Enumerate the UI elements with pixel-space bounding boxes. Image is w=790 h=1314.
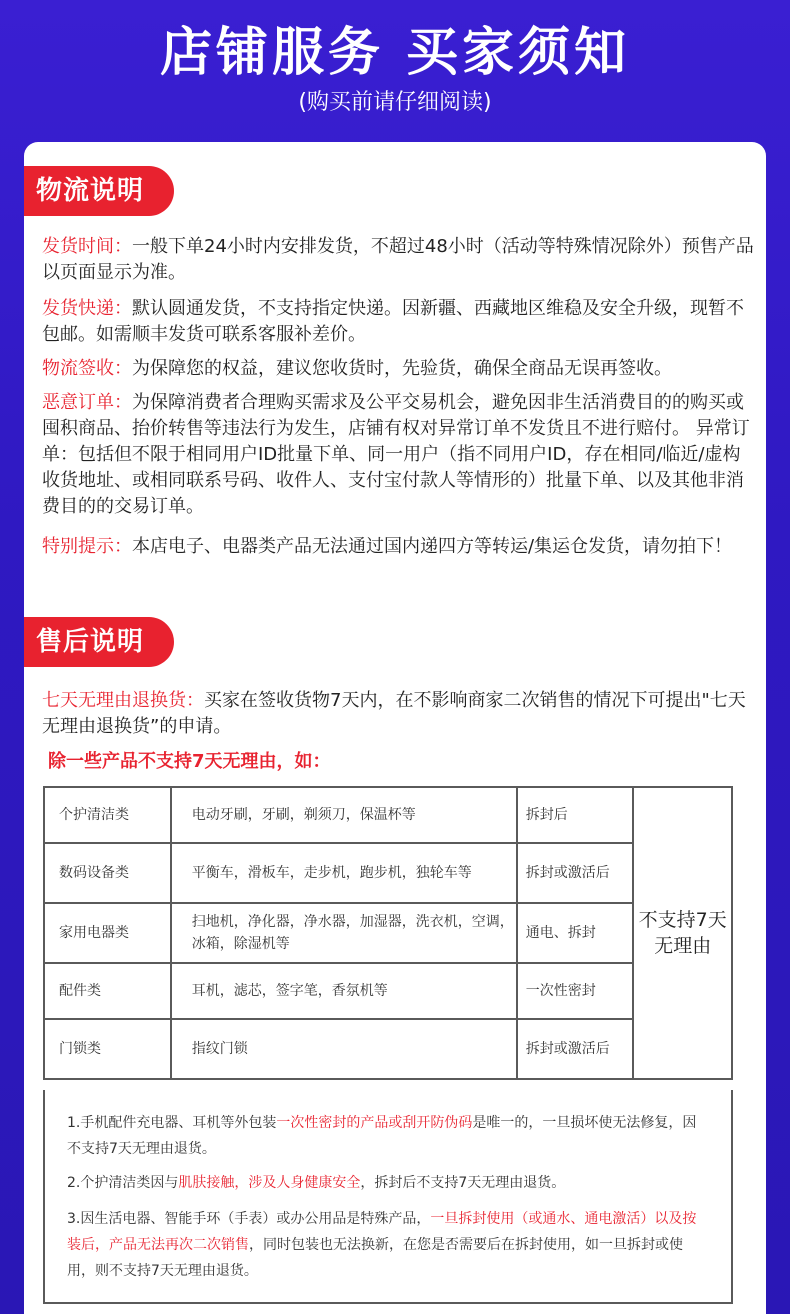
note-2 (67, 1170, 707, 1196)
notes-box (43, 1090, 733, 1304)
note-1-highlight: 一次性密封的产品或刮开防伪码 (276, 1115, 473, 1131)
exception-notice: 除一些产品不支持7天无理由，如： (48, 751, 331, 772)
condition-cell: 拆封或激活后 (517, 843, 634, 903)
condition-cell: 拆封或激活后 (517, 1019, 634, 1079)
seven-day-return-label: 七天无理由退换货： (42, 690, 204, 711)
exception-table-wrapper (43, 786, 733, 1080)
seven-day-return-text: 买家在签收货物7天内，在不影响商家二次销售的情况下可提出"七天无理由退换货”的申请。 (42, 690, 746, 737)
table-row (44, 787, 732, 843)
shipping-time-paragraph (42, 234, 754, 286)
note-2-text-b: ，拆封后不支持7天无理由退货。 (360, 1175, 566, 1191)
note-1 (67, 1110, 707, 1162)
exception-table (43, 786, 733, 1080)
condition-cell: 通电、拆封 (517, 903, 634, 963)
delivery-sign-text: 为保障您的权益，建议您收货时，先验货，确保全商品无误再签收。 (132, 358, 672, 379)
page-header (0, 0, 790, 142)
aftersale-section-tag: 售后说明 (24, 617, 174, 667)
seven-day-return-paragraph (42, 688, 754, 740)
shipping-time-label: 发货时间： (42, 236, 132, 257)
items-cell: 电动牙刷，牙刷，剃须刀，保温杯等 (171, 787, 517, 843)
category-cell: 家用电器类 (44, 903, 171, 963)
page-title: 店铺服务 买家须知 (159, 23, 631, 83)
courier-paragraph (42, 296, 754, 348)
condition-cell: 拆封后 (517, 787, 634, 843)
note-3-highlight: 一旦拆封使用（或通水、通电激活）以及按装后，产品无法再次二次销售 (67, 1211, 697, 1253)
malicious-order-text: 为保障消费者合理购买需求及公平交易机会，避免因非生活消费目的的购买或囤积商品、抬价转售等违法行为发生，店铺有权对异常订单不发货且不进行赔付。 异常订单：包括但不限于相同用户ID批量下单、同一用户（指不同用户ID，存在相同/临近/虚构收货地址、或相同联系号码、收件人、支付宝付款人等情形的）批量下单、以及其他非消费目的的交易订单。 (42, 392, 750, 517)
malicious-order-label: 恶意订单： (42, 392, 132, 413)
table-row (44, 843, 732, 903)
note-3-text-a: 3.因生活电器、智能手环（手表）或办公用品是特殊产品， (67, 1211, 431, 1227)
category-cell: 个护清洁类 (44, 787, 171, 843)
category-cell: 数码设备类 (44, 843, 171, 903)
special-note-paragraph (42, 534, 754, 560)
shipping-time-text: 一般下单24小时内安排发货，不超过48小时（活动等特殊情况除外）预售产品以页面显示为准。 (42, 236, 754, 283)
logistics-section-tag: 物流说明 (24, 166, 174, 216)
category-cell: 配件类 (44, 963, 171, 1019)
malicious-order-paragraph (42, 390, 754, 520)
table-row (44, 963, 732, 1019)
items-cell: 耳机，滤芯，签字笔，香氛机等 (171, 963, 517, 1019)
note-2-text-a: 2.个护清洁类因与 (67, 1175, 179, 1191)
delivery-sign-label: 物流签收： (42, 358, 132, 379)
items-cell: 指纹门锁 (171, 1019, 517, 1079)
table-row (44, 903, 732, 963)
special-note-label: 特别提示： (42, 536, 132, 557)
not-supported-cell: 不支持7天无理由 (633, 787, 732, 1079)
page-subtitle: (购买前请仔细阅读) (298, 90, 492, 115)
note-1-text-a: 1.手机配件充电器、耳机等外包装 (67, 1115, 277, 1131)
table-row (44, 1019, 732, 1079)
items-cell: 平衡车，滑板车，走步机，跑步机，独轮车等 (171, 843, 517, 903)
courier-text: 默认圆通发货，不支持指定快递。因新疆、西藏地区维稳及安全升级，现暂不包邮。如需顺丰发货可联系客服补差价。 (42, 298, 744, 345)
note-1-text-b: 是唯一的，一旦损坏使无法修复，因不支持7天无理由退货。 (67, 1115, 697, 1157)
items-cell: 扫地机，净化器，净水器，加湿器，洗衣机，空调，冰箱，除湿机等 (171, 903, 517, 963)
note-3 (67, 1206, 707, 1284)
special-note-text: 本店电子、电器类产品无法通过国内递四方等转运/集运仓发货，请勿拍下！ (132, 536, 733, 557)
delivery-sign-paragraph (42, 356, 754, 382)
condition-cell: 一次性密封 (517, 963, 634, 1019)
note-3-text-b: ，同时包装也无法换新，在您是否需要后在拆封使用，如一旦拆封或使用，则不支持7天无理由退货。 (67, 1237, 683, 1279)
note-2-highlight: 肌肤接触，涉及人身健康安全 (178, 1175, 361, 1191)
courier-label: 发货快递： (42, 298, 132, 319)
category-cell: 门锁类 (44, 1019, 171, 1079)
